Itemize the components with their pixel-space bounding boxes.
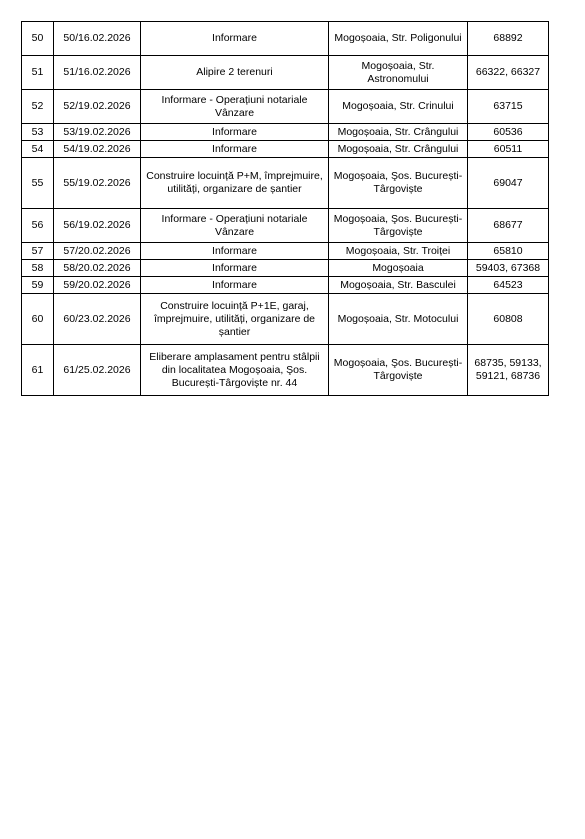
cadastral-cell: 60536 <box>468 124 549 141</box>
scope-cell: Informare <box>141 277 329 294</box>
row-number-cell: 57 <box>22 243 54 260</box>
scope-cell: Informare <box>141 22 329 56</box>
registry-table <box>21 21 549 396</box>
cadastral-cell: 68735, 59133, 59121, 68736 <box>468 345 549 396</box>
location-cell: Mogoșoaia, Str. Crângului <box>329 124 468 141</box>
table-row <box>22 56 549 90</box>
table-row <box>22 345 549 396</box>
registration-cell: 56/19.02.2026 <box>54 209 141 243</box>
table-row <box>22 243 549 260</box>
scope-cell: Informare <box>141 124 329 141</box>
registration-cell: 59/20.02.2026 <box>54 277 141 294</box>
location-cell: Mogoșoaia, Şos. București-Târgoviște <box>329 345 468 396</box>
registration-cell: 61/25.02.2026 <box>54 345 141 396</box>
registration-cell: 51/16.02.2026 <box>54 56 141 90</box>
location-cell: Mogoșoaia, Str. Troiței <box>329 243 468 260</box>
cadastral-cell: 59403, 67368 <box>468 260 549 277</box>
cadastral-cell: 60808 <box>468 294 549 345</box>
row-number-cell: 54 <box>22 141 54 158</box>
scope-cell: Informare <box>141 243 329 260</box>
row-number-cell: 55 <box>22 158 54 209</box>
cadastral-cell: 63715 <box>468 90 549 124</box>
row-number-cell: 61 <box>22 345 54 396</box>
location-cell: Mogoșoaia, Str. Crângului <box>329 141 468 158</box>
row-number-cell: 59 <box>22 277 54 294</box>
row-number-cell: 50 <box>22 22 54 56</box>
scope-cell: Alipire 2 terenuri <box>141 56 329 90</box>
cadastral-cell: 66322, 66327 <box>468 56 549 90</box>
scope-cell: Construire locuință P+M, împrejmuire, utilități, organizare de șantier <box>141 158 329 209</box>
registration-cell: 60/23.02.2026 <box>54 294 141 345</box>
table-row <box>22 277 549 294</box>
scope-cell: Informare <box>141 141 329 158</box>
table-row <box>22 260 549 277</box>
registration-cell: 52/19.02.2026 <box>54 90 141 124</box>
row-number-cell: 51 <box>22 56 54 90</box>
registration-cell: 58/20.02.2026 <box>54 260 141 277</box>
row-number-cell: 56 <box>22 209 54 243</box>
location-cell: Mogoșoaia, Str. Poligonului <box>329 22 468 56</box>
location-cell: Mogoșoaia, Str. Basculei <box>329 277 468 294</box>
cadastral-cell: 60511 <box>468 141 549 158</box>
location-cell: Mogoșoaia <box>329 260 468 277</box>
table-row <box>22 22 549 56</box>
registration-cell: 57/20.02.2026 <box>54 243 141 260</box>
row-number-cell: 52 <box>22 90 54 124</box>
location-cell: Mogoșoaia, Şos. București-Târgoviște <box>329 209 468 243</box>
registration-cell: 54/19.02.2026 <box>54 141 141 158</box>
scope-cell: Informare <box>141 260 329 277</box>
registration-cell: 53/19.02.2026 <box>54 124 141 141</box>
scope-cell: Informare - Operațiuni notariale Vânzare <box>141 90 329 124</box>
scope-cell: Eliberare amplasament pentru stâlpii din localitatea Mogoșoaia, Şos. București-Târgoviște nr. 44 <box>141 345 329 396</box>
registration-cell: 55/19.02.2026 <box>54 158 141 209</box>
location-cell: Mogoșoaia, Str. Motocului <box>329 294 468 345</box>
table-row <box>22 124 549 141</box>
cadastral-cell: 64523 <box>468 277 549 294</box>
table-row <box>22 141 549 158</box>
location-cell: Mogoșoaia, Str. Astronomului <box>329 56 468 90</box>
row-number-cell: 58 <box>22 260 54 277</box>
location-cell: Mogoșoaia, Şos. București-Târgoviște <box>329 158 468 209</box>
cadastral-cell: 68677 <box>468 209 549 243</box>
scope-cell: Informare - Operațiuni notariale Vânzare <box>141 209 329 243</box>
registration-cell: 50/16.02.2026 <box>54 22 141 56</box>
cadastral-cell: 69047 <box>468 158 549 209</box>
location-cell: Mogoșoaia, Str. Crinului <box>329 90 468 124</box>
table-row <box>22 294 549 345</box>
table-row <box>22 209 549 243</box>
row-number-cell: 53 <box>22 124 54 141</box>
cadastral-cell: 65810 <box>468 243 549 260</box>
scope-cell: Construire locuință P+1E, garaj, împrejmuire, utilități, organizare de șantier <box>141 294 329 345</box>
table-row <box>22 158 549 209</box>
cadastral-cell: 68892 <box>468 22 549 56</box>
row-number-cell: 60 <box>22 294 54 345</box>
table-row <box>22 90 549 124</box>
